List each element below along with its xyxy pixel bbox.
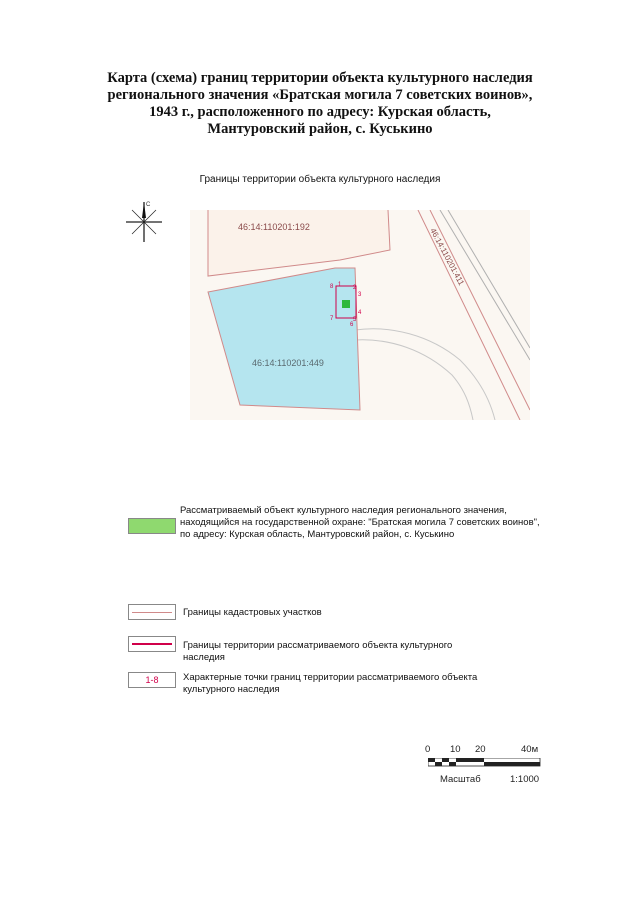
legend-cadastral-swatch bbox=[128, 604, 176, 620]
legend-object-text: Рассматриваемый объект культурного наследия регионального значения, находящийся на государственной охране: "Братская могила 7 советских воинов", по адресу: Курская область, Мантуровский район, с. Куськино bbox=[180, 505, 540, 540]
scale-tick-0: 0 bbox=[425, 744, 431, 755]
parcel-label-192: 46:14:110201:192 bbox=[238, 222, 310, 232]
point-label: 2 bbox=[353, 285, 357, 291]
point-label: 8 bbox=[330, 284, 334, 290]
scale-tick-20: 20 bbox=[475, 744, 486, 755]
map-area bbox=[190, 210, 530, 420]
object-marker bbox=[342, 300, 350, 308]
scale-ratio: 1:1000 bbox=[510, 774, 540, 785]
point-label: 4 bbox=[358, 310, 362, 316]
legend-territory-swatch bbox=[128, 636, 176, 652]
legend-territory-text: Границы территории рассматриваемого объекта культурного наследия bbox=[183, 640, 453, 663]
scale-label: Масштаб bbox=[440, 774, 481, 785]
point-label: 5 bbox=[353, 317, 357, 323]
scale-bar bbox=[428, 758, 543, 768]
point-label: 1 bbox=[338, 282, 342, 288]
compass-north-label: С bbox=[146, 202, 151, 208]
point-label: 3 bbox=[358, 292, 362, 298]
parcel-label-449: 46:14:110201:449 bbox=[252, 358, 324, 368]
legend-points-swatch: 1-8 bbox=[128, 672, 176, 688]
map-title: Карта (схема) границ территории объекта культурного наследия регионального значения «Братская могила 7 советских воинов», 1943 г., расположенного по адресу: Курская область, Мантуровский район, с. Куськино bbox=[107, 70, 533, 137]
scale-tick-10: 10 bbox=[450, 744, 461, 755]
scale-tick-40: 40м bbox=[521, 744, 539, 755]
legend-cadastral-text: Границы кадастровых участков bbox=[183, 607, 322, 618]
parcel-label-411: 46:14:110201:411 bbox=[428, 226, 466, 287]
point-label: 6 bbox=[350, 322, 354, 328]
legend-object-swatch bbox=[128, 518, 176, 534]
point-label: 7 bbox=[330, 316, 334, 322]
compass-icon bbox=[124, 198, 164, 244]
legend-points-text: Характерные точки границ территории рассматриваемого объекта культурного наследия bbox=[183, 672, 478, 695]
map-subtitle: Границы территории объекта культурного наследия bbox=[199, 174, 441, 185]
